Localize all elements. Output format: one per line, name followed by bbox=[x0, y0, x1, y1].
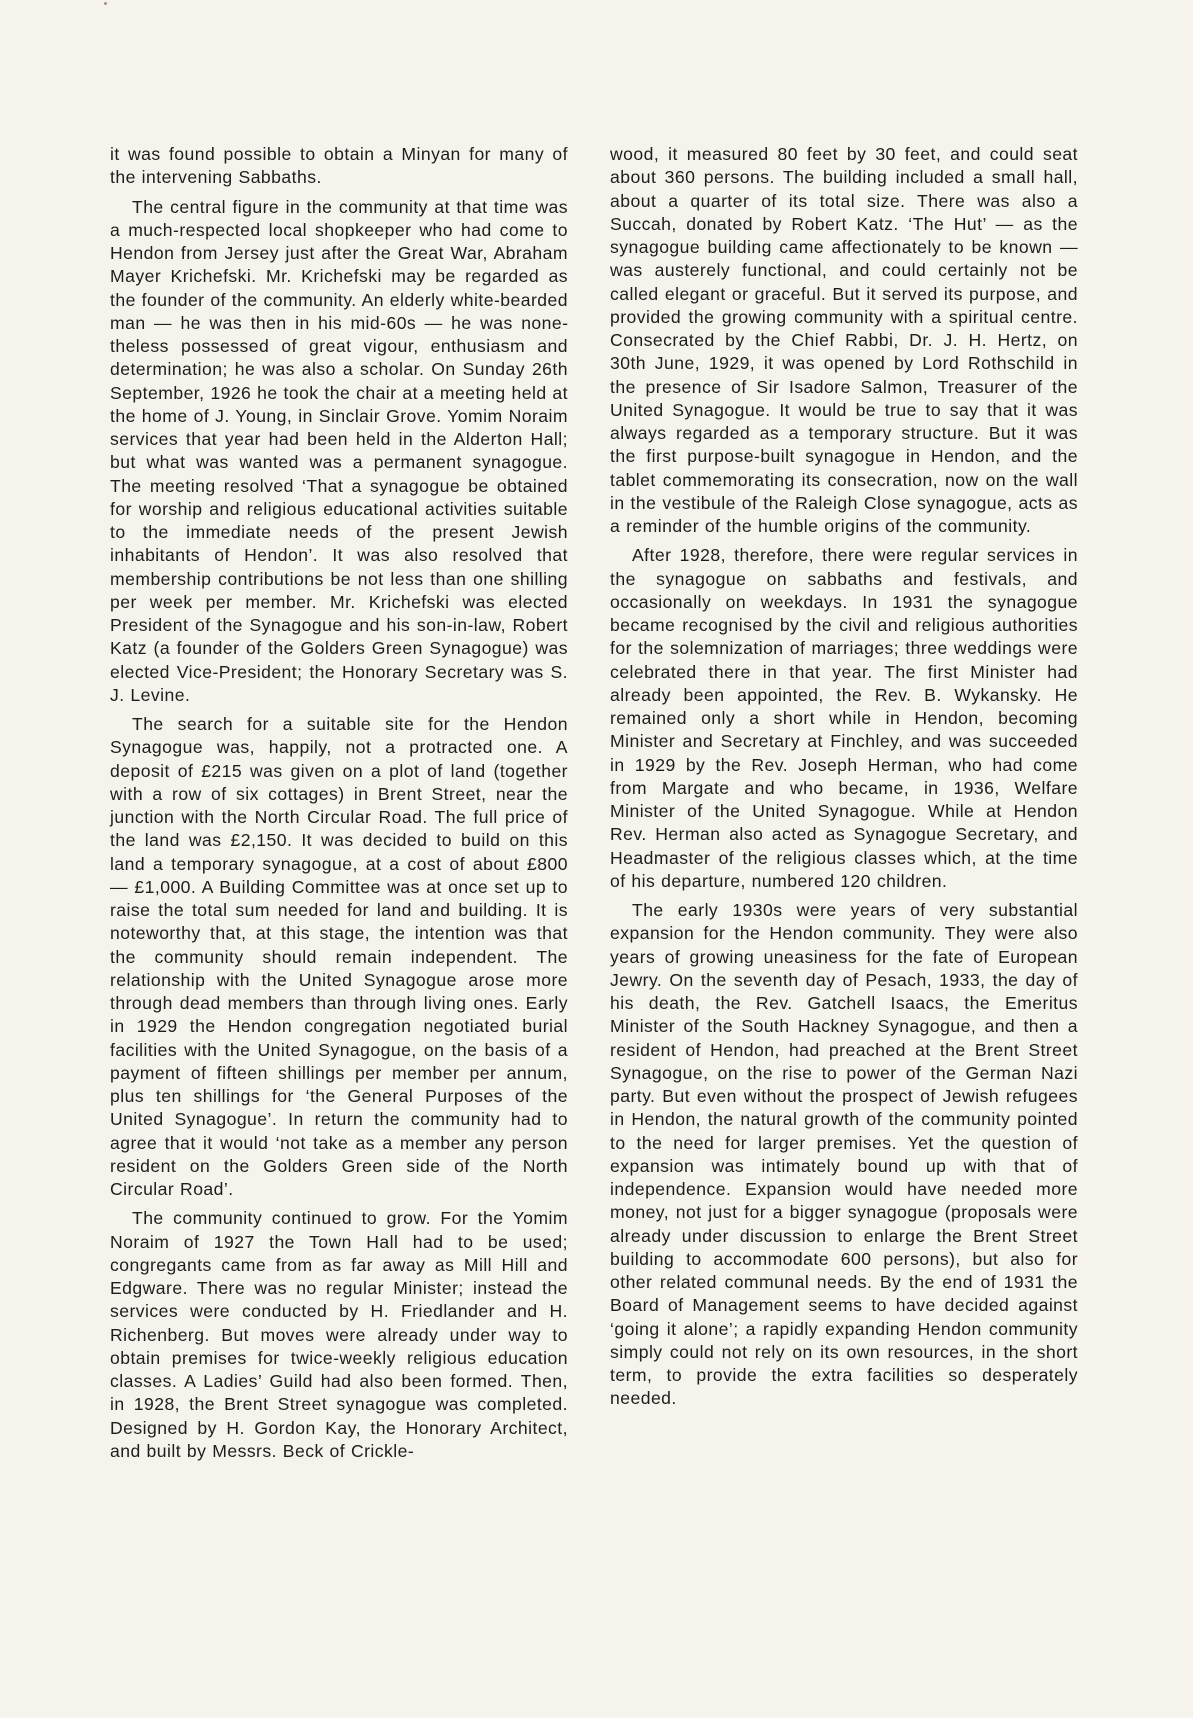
paragraph-central-figure: The central figure in the community at that time was a much-respected local shopkeeper who had come to Hendon from Jersey just after the Great War, Abraham Mayer Krichefski. Mr. Krichefski may be regarded as the founder of the community. An elderly white-bearded man — he was then in his mid-60s — he was nonetheless possessed of great vigour, enthusiasm and determination; he was also a scholar. On Sunday 26th September, 1926 he took the chair at a meeting held at the home of J. Young, in Sinclair Grove. Yomim Noraim services that year had been held in the Alderton Hall; but what was wanted was a permanent synagogue. The meeting resolved ‘That a synagogue be obtained for worship and religious educational activities suitable to the immediate needs of the present Jewish inhabitants of Hendon’. It was also resolved that membership contributions be not less than one shilling per week per member. Mr. Krichefski was elected President of the Synagogue and his son-in-law, Robert Katz (a founder of the Golders Green Synagogue) was elected Vice-President; the Honorary Secretary was S. J. Levine. bbox=[110, 196, 568, 705]
paragraph-community-growth: The community continued to grow. For the Yomim Noraim of 1927 the Town Hall had to be used; congregants came from as far away as Mill Hill and Edgware. There was no regular Minister; instead the services were conducted by H. Friedlander and H. Richenberg. But moves were already under way to obtain premises for twice-weekly religious education classes. A Ladies’ Guild had also been formed. Then, in 1928, the Brent Street synagogue was completed. Designed by H. Gordon Kay, the Honorary Architect, and built by Messrs. Beck of Crickle- bbox=[110, 1208, 568, 1461]
paragraph-after-1928: After 1928, therefore, there were regular services in the synagogue on sabbaths and festivals, and occasionally on weekdays. In 1931 the synagogue became recognised by the civil and religious authorities for the solemnization of marriages; three weddings were celebrated there in that year. The first Minister had already been appointed, the Rev. B. Wykansky. He remained only a short while in Hendon, becoming Minister and Secretary at Finchley, and was succeeded in 1929 by the Rev. Joseph Herman, who had come from Margate and who became, in 1936, Welfare Minister of the United Synagogue. While at Hendon Rev. Herman also acted as Synagogue Secretary, and Headmaster of the religious classes which, at the time of his departure, numbered 120 children. bbox=[610, 545, 1078, 891]
right-column bbox=[610, 143, 1078, 1417]
paragraph-building-description: wood, it measured 80 feet by 30 feet, and could seat about 360 persons. The building included a small hall, about a quarter of its total size. There was also a Succah, donated by Robert Katz. ‘The Hut’ — as the synagogue building came affectionately to be known — was austerely functional, and could certainly not be called elegant or graceful. But it served its purpose, and provided the growing community with a spiritual centre. Consecrated by the Chief Rabbi, Dr. J. H. Hertz, on 30th June, 1929, it was opened by Lord Rothschild in the presence of Sir Isadore Salmon, Treasurer of the United Synagogue. It would be true to say that it was always regarded as a temporary structure. But it was the first purpose-built synagogue in Hendon, and the tablet commemorating its consecration, now on the wall in the vestibule of the Raleigh Close synagogue, acts as a reminder of the humble origins of the community. bbox=[610, 144, 1078, 536]
paragraph-early-1930s: The early 1930s were years of very substantial expansion for the Hendon community. They were also years of growing uneasiness for the fate of European Jewry. On the seventh day of Pesach, 1933, the day of his death, the Rev. Gatchell Isaacs, the Emeritus Minister of the South Hackney Synagogue, and then a resident of Hendon, had preached at the Brent Street Synagogue, on the rise to power of the German Nazi party. But even without the prospect of Jewish refugees in Hendon, the natural growth of the community pointed to the need for larger premises. Yet the question of expansion was intimately bound up with that of independence. Expansion would have needed more money, not just for a bigger synagogue (proposals were already under discussion to enlarge the Brent Street building to accommodate 600 persons), but also for other related communal needs. By the end of 1931 the Board of Management seems to have decided against ‘going it alone’; a rapidly expanding Hendon community simply could not rely on its own resources, in the short term, to provide the extra facilities so desperately needed. bbox=[610, 900, 1078, 1409]
paragraph-minyan-continuation: it was found possible to obtain a Minyan for many of the intervening Sabbaths. bbox=[110, 144, 568, 188]
scan-speck bbox=[104, 2, 107, 5]
left-column bbox=[110, 143, 568, 1469]
paragraph-site-search: The search for a suitable site for the Hendon Synagogue was, happily, not a protracted one. A deposit of £215 was given on a plot of land (together with a row of six cottages) in Brent Street, near the junction with the North Circular Road. The full price of the land was £2,150. It was decided to build on this land a temporary synagogue, at a cost of about £800 — £1,000. A Building Committee was at once set up to raise the total sum needed for land and building. It is noteworthy that, at this stage, the intention was that the community should remain independent. The relationship with the United Synagogue arose more through dead members than through living ones. Early in 1929 the Hendon congregation negotiated burial facilities with the United Synagogue, on the basis of a payment of fifteen shillings per member per annum, plus ten shillings for ‘the General Purposes of the United Synagogue’. In return the community had to agree that it would ‘not take as a member any person resident on the Golders Green side of the North Circular Road’. bbox=[110, 714, 568, 1199]
